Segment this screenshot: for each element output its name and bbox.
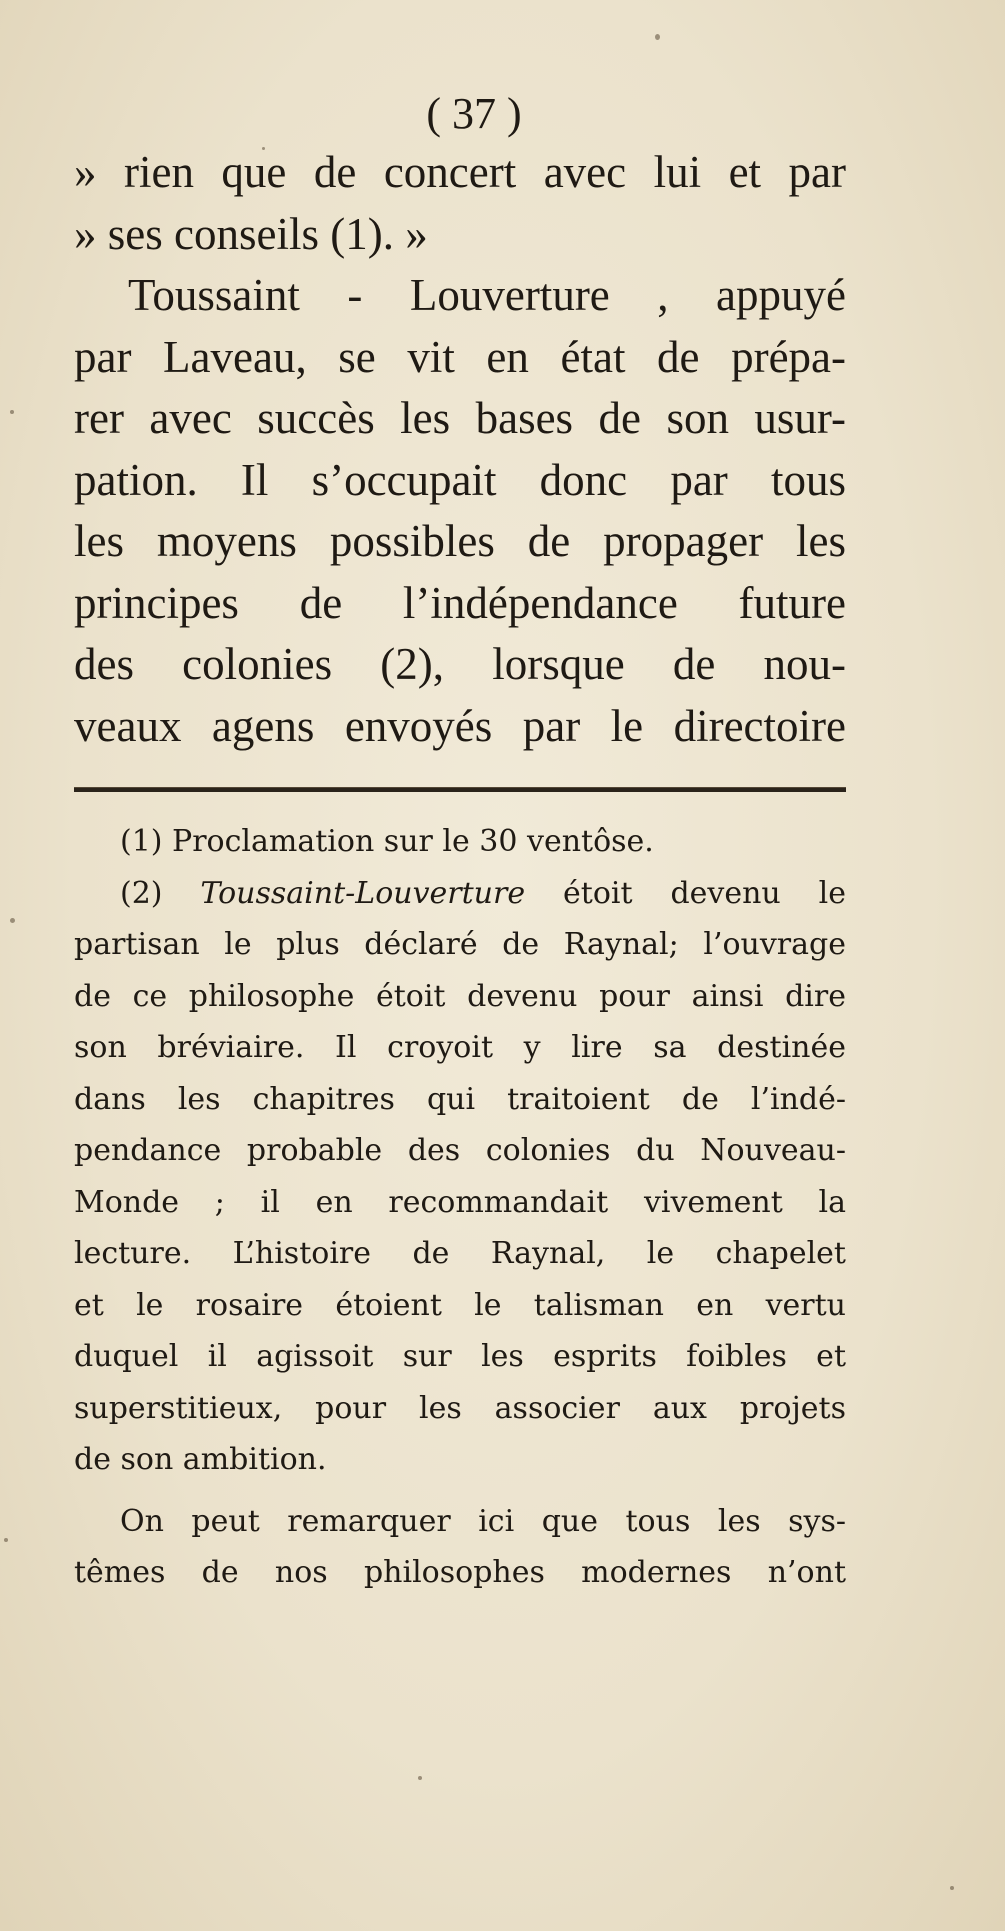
main-text [74,142,846,757]
paper-speck [655,34,660,40]
paper-speck [418,1776,422,1780]
footnote-2-name: Toussaint-Louverture [200,875,526,911]
page-content [74,89,847,1599]
footnote-line: et le rosaire étoient le talisman en vertu [74,1287,846,1323]
main-text-line: par Laveau, se vit en état de prépa- [74,331,846,382]
main-text-line: pation. Il s’occupait donc par tous [74,454,846,505]
footnote-line: son bréviaire. Il croyoit y lire sa destinée [74,1030,846,1065]
footnote-line: dans les chapitres qui traitoient de l’indé- [74,1081,846,1117]
main-text-line: Toussaint - Louverture , appuyé [128,270,846,320]
main-text-line: des colonies (2), lorsque de nou- [74,639,846,689]
main-text-line: principes de l’indépendance future [74,577,846,628]
main-text-line: » ses conseils (1). » [74,208,428,259]
continuation-line: têmes de nos philosophes modernes n’ont [74,1555,846,1590]
main-text-line: rer avec succès les bases de son usur- [74,393,846,443]
footnotes [74,816,846,1599]
footnote-2-marker: (2) [120,875,201,911]
footnote-line: lecture. L’histoire de Raynal, le chapelet [74,1236,846,1271]
paper-speck [950,1886,954,1890]
footnote-line: Monde ; il en recommandait vivement la [74,1184,846,1220]
footnote-line: de ce philosophe étoit devenu pour ainsi dire [74,978,846,1014]
paper-speck [10,410,14,414]
footnote-divider [74,787,846,792]
main-text-line: » rien que de concert avec lui et par [74,147,846,197]
footnote-2-first-line [74,868,846,920]
paper-speck [10,918,15,923]
continuation-text [74,1496,846,1599]
footnote-line: pendance probable des colonies du Nouveau- [74,1133,846,1168]
footnote-line: de son ambition. [74,1442,327,1477]
footnote-line: duquel il agissoit sur les esprits foibles et [74,1339,846,1374]
continuation-line: On peut remarquer ici que tous les sys- [120,1503,846,1539]
page-number: ( 37 ) [426,89,522,138]
footnote-2-rest: étoit devenu le [525,875,847,911]
footnote-1: (1) Proclamation sur le 30 ventôse. [120,824,654,859]
paper-speck [4,1538,8,1542]
footnote-line: superstitieux, pour les associer aux projets [74,1390,846,1426]
footnote-line: partisan le plus déclaré de Raynal; l’ouvrage [74,927,846,962]
main-text-line: les moyens possibles de propager les [74,516,846,566]
main-text-line: veaux agens envoyés par le directoire [74,700,846,751]
